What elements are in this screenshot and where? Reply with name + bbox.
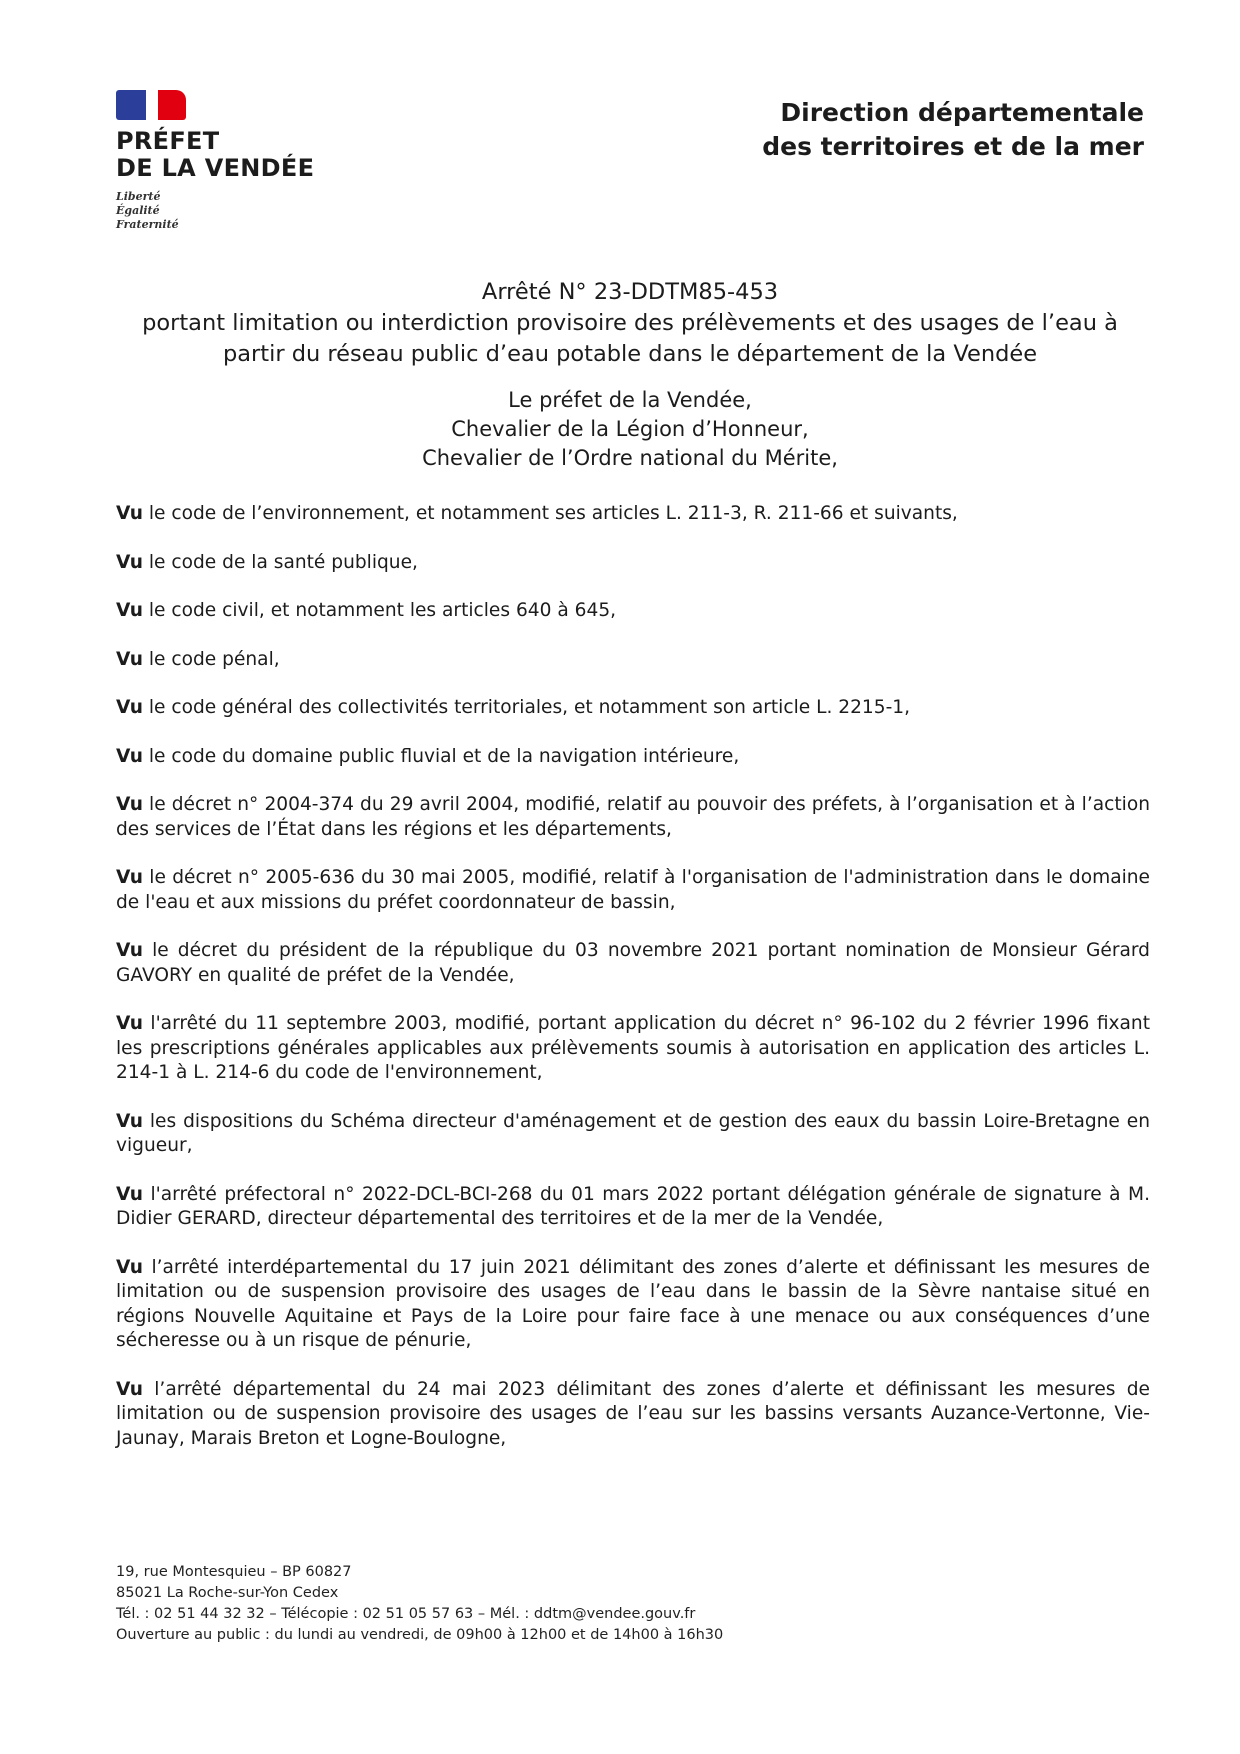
considerant-item: [116, 502, 1150, 527]
considerant-item: [116, 1012, 1150, 1086]
considerant-item: [116, 648, 1150, 673]
preamble-line-3: Chevalier de l’Ordre national du Mérite,: [422, 446, 838, 470]
decree-number: Arrêté N° 23-DDTM85-453: [481, 279, 779, 305]
vu-keyword: Vu: [116, 745, 143, 767]
vu-keyword: Vu: [116, 697, 143, 718]
considerant-text: le code général des collectivités territoriales, et notamment son article L. 2215-1,: [142, 697, 911, 718]
considerant-text: le décret n° 2004-374 du 29 avril 2004, modifié, relatif au pouvoir des préfets, à l’organisation et à l’action des services de l’État dans les régions et les départements,: [116, 794, 1150, 840]
considerant-item: [116, 1110, 1150, 1159]
vu-keyword: Vu: [116, 1013, 143, 1034]
considerant-item: [116, 551, 1150, 576]
vu-keyword: Vu: [116, 1183, 143, 1205]
flag-blue-band: [116, 90, 146, 120]
considerant-item: [116, 745, 1150, 770]
decree-subject-line-2: partir du réseau public d’eau potable dans le département de la Vendée: [222, 341, 1038, 367]
republic-motto: [116, 190, 326, 232]
footer-city: 85021 La Roche-sur-Yon Cedex: [116, 1585, 339, 1601]
footer-opening-hours: Ouverture au public : du lundi au vendredi, de 09h00 à 12h00 et de 14h00 à 16h30: [116, 1627, 724, 1643]
preamble-line-2: Chevalier de la Légion d’Honneur,: [451, 417, 809, 441]
considerant-text: le code de l’environnement, et notamment ses articles L. 211-3, R. 211-66 et suivants,: [142, 503, 958, 524]
logo-line-2: DE LA VENDÉE: [116, 154, 315, 182]
direction-line-2: des territoires et de la mer: [762, 132, 1144, 161]
vu-keyword: Vu: [116, 503, 143, 524]
vu-keyword: Vu: [116, 1256, 143, 1278]
motto-egalite: Égalité: [116, 204, 160, 217]
vu-keyword: Vu: [116, 600, 143, 621]
logo-title: [116, 128, 326, 182]
flag-red-band: [158, 90, 186, 120]
considerant-text: l’arrêté interdépartemental du 17 juin 2021 délimitant des zones d’alerte et définissant les mesures de limitation ou de suspension provisoire des usages de l’eau dans le bassin de la Sèvre nantaise situé en régions Nouvelle Aquitaine et Pays de la Loire pour faire face à une menace ou aux conséquences d’une sécheresse ou à un risque de pénurie,: [116, 1256, 1150, 1351]
vu-keyword: Vu: [116, 1110, 143, 1132]
considerant-item: [116, 866, 1150, 915]
footer-address: 19, rue Montesquieu – BP 60827: [116, 1564, 352, 1580]
decree-subject-line-1: portant limitation ou interdiction provisoire des prélèvements et des usages de l’eau à: [142, 310, 1118, 336]
considerant-item: [116, 793, 1150, 842]
vu-keyword: Vu: [116, 551, 143, 573]
considerant-text: le code de la santé publique,: [142, 551, 418, 573]
considerant-item: [116, 939, 1150, 988]
preamble-line-1: Le préfet de la Vendée,: [508, 388, 752, 412]
considerant-text: le code du domaine public fluvial et de la navigation intérieure,: [142, 745, 740, 767]
considerant-item: [116, 696, 1150, 721]
flag-white-band: [146, 90, 158, 120]
considerant-text: le décret n° 2005-636 du 30 mai 2005, modifié, relatif à l'organisation de l'administration dans le domaine de l'eau et aux missions du préfet coordonnateur de bassin,: [116, 867, 1150, 913]
vu-keyword: Vu: [116, 867, 143, 888]
considerant-text: le code civil, et notamment les articles 640 à 645,: [142, 600, 617, 621]
motto-fraternite: Fraternité: [116, 218, 179, 231]
considerant-item: [116, 1183, 1150, 1232]
vu-keyword: Vu: [116, 940, 143, 961]
considerant-text: l'arrêté préfectoral n° 2022-DCL-BCI-268 du 01 mars 2022 portant délégation générale de signature à M. Didier GERARD, directeur départemental des territoires et de la mer de la Vendée,: [116, 1183, 1150, 1229]
vu-keyword: Vu: [116, 648, 143, 670]
prefecture-logo: [116, 90, 326, 232]
considerant-text: l'arrêté du 11 septembre 2003, modifié, portant application du décret n° 96-102 du 2 février 1996 fixant les prescriptions générales applicables aux prélèvements soumis à autorisation en application des articles L. 214-1 à L. 214-6 du code de l'environnement,: [116, 1013, 1150, 1083]
prefect-preamble: [110, 386, 1150, 473]
considerant-item: [116, 1256, 1150, 1354]
decree-title: [110, 277, 1150, 370]
contact-footer: [116, 1562, 723, 1646]
considerant-text: l’arrêté départemental du 24 mai 2023 délimitant des zones d’alerte et définissant les mesures de limitation ou de suspension provisoire des usages de l’eau sur les bassins versants Auzance-Vertonne, Vie-Jaunay, Marais Breton et Logne-Boulogne,: [116, 1378, 1150, 1449]
direction-line-1: Direction départementale: [780, 98, 1144, 127]
vu-keyword: Vu: [116, 794, 143, 815]
considerant-item: [116, 599, 1150, 624]
considerant-item: [116, 1378, 1150, 1452]
considerants-list: [116, 502, 1150, 1475]
vu-keyword: Vu: [116, 1378, 143, 1400]
motto-liberte: Liberté: [116, 190, 161, 203]
issuing-direction: [762, 96, 1144, 164]
considerant-text: les dispositions du Schéma directeur d'aménagement et de gestion des eaux du bassin Loire-Bretagne en vigueur,: [116, 1110, 1150, 1156]
french-flag-icon: [116, 90, 186, 120]
considerant-text: le code pénal,: [142, 648, 280, 670]
considerant-text: le décret du président de la république du 03 novembre 2021 portant nomination de Monsieur Gérard GAVORY en qualité de préfet de la Vendée,: [116, 940, 1150, 986]
footer-contact: Tél. : 02 51 44 32 32 – Télécopie : 02 51 05 57 63 – Mél. : ddtm@vendee.gouv.fr: [116, 1606, 696, 1622]
logo-line-1: PRÉFET: [116, 127, 220, 155]
